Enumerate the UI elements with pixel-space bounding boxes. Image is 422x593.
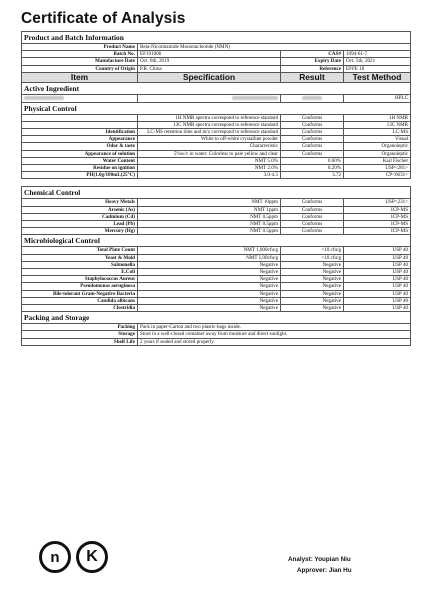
cell-spec: NMT 5.0% [138,157,281,164]
section-active-title: Active Ingredient [22,83,411,95]
cell-method: Organoleptic [344,143,411,150]
cell-item: Appearance of solution [22,150,138,157]
cell-item: Yeast & Mold [22,254,138,261]
table-row [22,121,411,128]
cell-spec: NMT 0.5ppm [138,220,281,227]
table-row [22,254,411,261]
table-row [22,199,411,206]
logo-k-icon: K [76,541,108,573]
cell-spec: LC-MS retention time and m/z correspond to reference standard [138,128,281,135]
cell-item: Lead (Pb) [22,220,138,227]
product-name-label: Product Name [22,44,138,51]
cell-spec: NMT 10ppm [138,199,281,206]
packing-label: Packing [22,324,138,331]
cell-spec: NMT 0.5ppm [138,228,281,235]
cell-item [22,121,138,128]
ref-value: EFFE 18 [344,65,411,72]
cell-item: Cadmium (Cd) [22,213,138,220]
cell-result: Conforms [281,114,344,121]
cell-spec: Negative [138,297,281,304]
section-chemical [22,187,411,199]
cell-method: USP 40 [344,254,411,261]
cell-result: Negative [281,290,344,297]
cell-method: 13C NMR [344,121,411,128]
cell-item: Bile-tolerant Gram-Negative Bacteria [22,290,138,297]
cell-spec: NMT 2.0% [138,164,281,171]
storage-value: Store in a well-closed container away from moisture and direct sunlight. [138,331,411,338]
row-product-name [22,44,411,51]
cell-method: Visual [344,136,411,143]
cell-spec: Characteristic [138,143,281,150]
exp-label: Expiry Date [281,58,344,65]
cell-result: 3.72 [281,172,344,179]
section-product [22,32,411,44]
exp-value: Oct. 5th, 2021 [344,58,411,65]
cell-result: 0.20% [281,164,344,171]
table-row [22,164,411,171]
cell-method: USP 40 [344,304,411,311]
cell-method: Organoleptic [344,150,411,157]
cell-spec: NMT 1,00cfu/g [138,254,281,261]
cell-result: Conforms [281,150,344,157]
origin-label: Country of Origin [22,65,138,72]
cell-result: Conforms [281,143,344,150]
cell-item: PH(1.0g/100mL(25°C) [22,172,138,179]
cell-spec: NMT 1ppm [138,206,281,213]
cell-method: ICP-MS [344,213,411,220]
cell-spec: NMT 0.5ppm [138,213,281,220]
cell-item: Candida albicans [22,297,138,304]
header-spec: Specification [138,72,281,83]
cell-method: USP 40 [344,283,411,290]
table-row [22,228,411,235]
cell-spec: 1H NMR spectra correspond to reference standard [138,114,281,121]
cell-method: USP 40 [344,290,411,297]
header-method: Test Method [344,72,411,83]
cell-method: USP 40 [344,261,411,268]
cell-method: CP<0631> [344,172,411,179]
cell-spec: Negative [138,276,281,283]
cell-result: Conforms [281,220,344,227]
cell-spec: 13C NMR spectra correspond to reference standard [138,121,281,128]
cell-item: Residue on ignition [22,164,138,171]
cas-value: 1094-61-7 [344,51,411,58]
approver-signature: Approver: Jian Hu [297,567,352,574]
table-row [22,172,411,179]
active-item-redacted [22,95,138,102]
shelf-life-label: Shelf Life [22,338,138,345]
cell-method: 1H NMR [344,114,411,121]
table-row [22,276,411,283]
active-method: HPLC [344,95,411,102]
cell-item: Mercury (Hg) [22,228,138,235]
cell-result: Negative [281,268,344,275]
header-result: Result [281,72,344,83]
cell-item: Salmonella [22,261,138,268]
batch-value: EF191006 [138,51,281,58]
cell-spec: Negative [138,268,281,275]
cell-method: USP<231> [344,199,411,206]
table-row [22,150,411,157]
active-result-redacted [281,95,344,102]
table-row [22,206,411,213]
cell-spec: White to off-white crystalline powder [138,136,281,143]
section-micro [22,235,411,247]
cell-result: <10 cfu/g [281,247,344,254]
table-row [22,283,411,290]
table-row [22,128,411,135]
analyst-signature: Analyst: Youpian Niu [288,556,351,563]
mfg-value: Oct. 6th, 2019 [138,58,281,65]
cell-method: ICP-MS [344,220,411,227]
logo-n-icon: n [39,541,71,573]
cell-result: Conforms [281,228,344,235]
cell-item: Heavy Metals [22,199,138,206]
cell-result: <10 cfu/g [281,254,344,261]
row-batch [22,51,411,58]
table-row [22,143,411,150]
storage-label: Storage [22,331,138,338]
table-row [22,220,411,227]
mfg-label: Manufacture Date [22,58,138,65]
cell-method: USP<281> [344,164,411,171]
cell-result: Conforms [281,121,344,128]
cell-spec: Negative [138,304,281,311]
coa-table [21,31,411,346]
header-item: Item [22,72,138,83]
table-row [22,304,411,311]
cell-method: USP 40 [344,297,411,304]
cell-result: Negative [281,261,344,268]
table-row [22,268,411,275]
row-packing [22,324,411,331]
row-storage [22,331,411,338]
cell-result: Negative [281,297,344,304]
cell-result: Conforms [281,136,344,143]
table-row [22,290,411,297]
section-product-title: Product and Batch Information [22,32,411,44]
row-active [22,95,411,102]
table-row [22,247,411,254]
cas-label: CAS# [281,51,344,58]
section-packing [22,312,411,324]
table-row [22,297,411,304]
document-title: Certificate of Analysis [21,10,186,27]
cell-item [22,114,138,121]
cell-method: Karl Fischer [344,157,411,164]
active-spec-redacted [138,95,281,102]
coa-sheet [21,31,410,346]
cell-method: USP 40 [344,276,411,283]
cell-item: Clostridia [22,304,138,311]
section-physical-title: Physical Control [22,102,411,114]
origin-value: P.R. China [138,65,281,72]
cell-item: E.Coli [22,268,138,275]
cell-item: Arsenic (As) [22,206,138,213]
cell-method: ICP-MS [344,206,411,213]
table-header [22,72,411,83]
section-chemical-title: Chemical Control [22,187,411,199]
row-shelf-life [22,338,411,345]
cell-item: Water Content [22,157,138,164]
cell-item: Identification [22,128,138,135]
cell-item: Appearance [22,136,138,143]
cell-result: Conforms [281,206,344,213]
table-row [22,261,411,268]
section-micro-title: Microbiological Control [22,235,411,247]
spacer-row [22,179,411,187]
cell-method: USP 40 [344,247,411,254]
cell-result: Conforms [281,199,344,206]
table-row [22,213,411,220]
table-row [22,157,411,164]
product-name-value: Beta-Nicotinamide Mononucleotide (NMN) [138,44,411,51]
section-active [22,83,411,95]
row-dates [22,58,411,65]
table-row [22,114,411,121]
cell-spec: 3.0-4.5 [138,172,281,179]
cell-item: Staphylococcus Aureus [22,276,138,283]
cell-item: Odor & taste [22,143,138,150]
cell-method: ICP-MS [344,228,411,235]
shelf-life-value: 2 years if sealed and stored properly. [138,338,411,345]
cell-result: Negative [281,283,344,290]
section-packing-title: Packing and Storage [22,312,411,324]
cell-result: Conforms [281,128,344,135]
section-physical [22,102,411,114]
cell-spec: 5%w/v in water: Colorless to pale yellow and clear [138,150,281,157]
table-row [22,136,411,143]
batch-label: Batch No. [22,51,138,58]
cell-method: USP 40 [344,268,411,275]
cell-item: Pseudomonas aeruginosa [22,283,138,290]
cell-method: LC-MS [344,128,411,135]
cell-result: Conforms [281,213,344,220]
cell-result: Negative [281,276,344,283]
cell-spec: Negative [138,290,281,297]
cell-item: Total Plate Count [22,247,138,254]
cell-result: Negative [281,304,344,311]
packing-value: Pack in paper-Carton and two plastic-bags inside. [138,324,411,331]
cell-result: 0.60% [281,157,344,164]
ref-label: Reference [281,65,344,72]
cell-spec: Negative [138,283,281,290]
cell-spec: Negative [138,261,281,268]
cell-spec: NMT 1,000cfu/g [138,247,281,254]
